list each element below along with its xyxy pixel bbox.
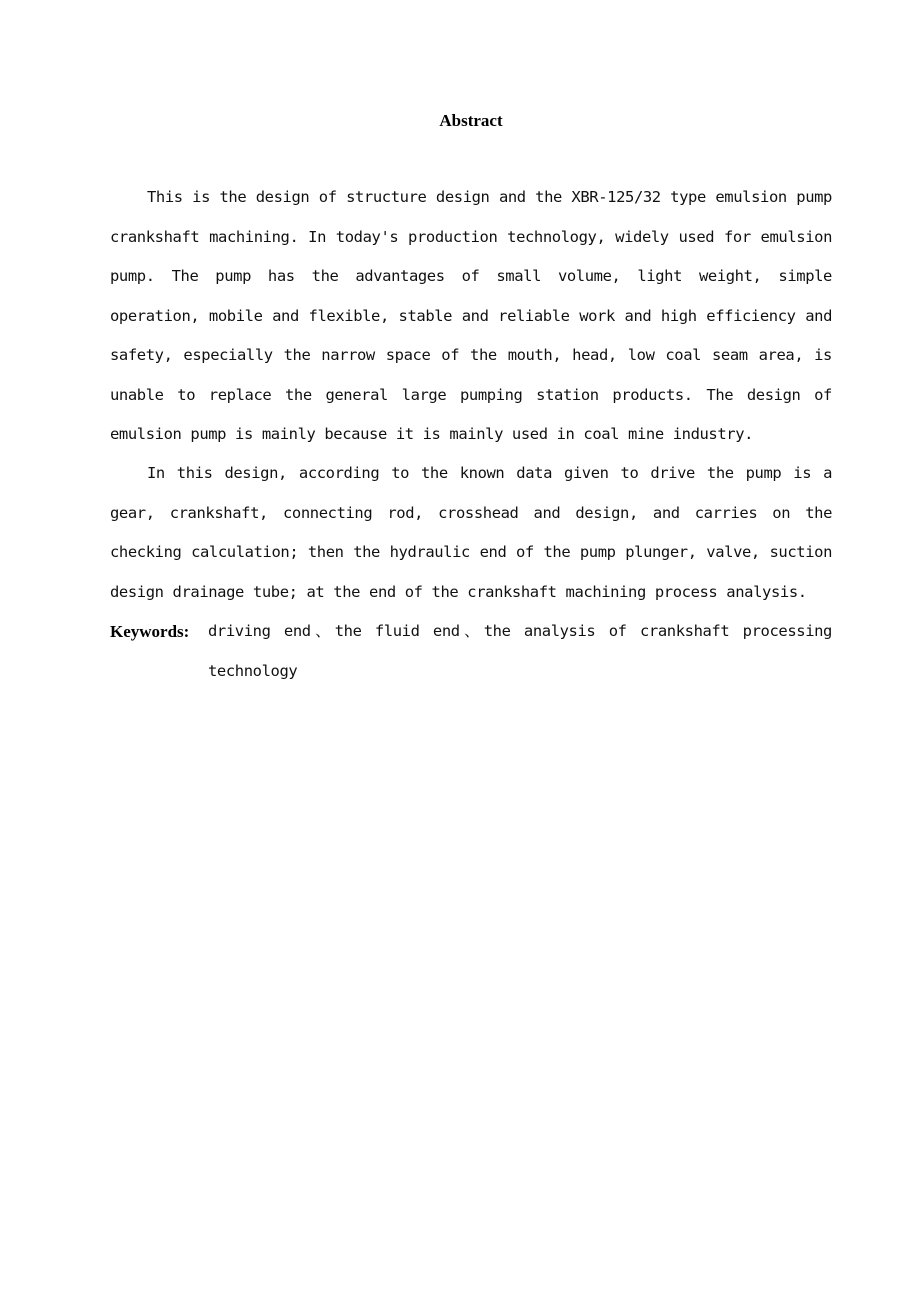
keywords-label: Keywords: xyxy=(110,622,190,641)
keywords-text: driving end、the fluid end、the analysis of crankshaft processing technology xyxy=(208,622,832,680)
abstract-paragraph-1: This is the design of structure design and the XBR-125/32 type emulsion pump crankshaft machining. In today's production technology, widely used for emulsion pump. The pump has the advantages of small volume, light weight, simple operation, mobile and flexible, stable and reliable work and high efficiency and safety, especially the narrow space of the mouth, head, low coal seam area, is unable to replace the general large pumping station products. The design of emulsion pump is mainly because it is mainly used in coal mine industry. xyxy=(110,188,832,443)
abstract-paragraph-2: In this design, according to the known data given to drive the pump is a gear, crankshaft, connecting rod, crosshead and design, and carries on the checking calculation; then the hydraulic end of the pump plunger, valve, suction design drainage tube; at the end of the crankshaft machining process analysis. xyxy=(110,464,832,601)
abstract-title: Abstract xyxy=(439,111,503,130)
keywords-section xyxy=(110,612,832,691)
